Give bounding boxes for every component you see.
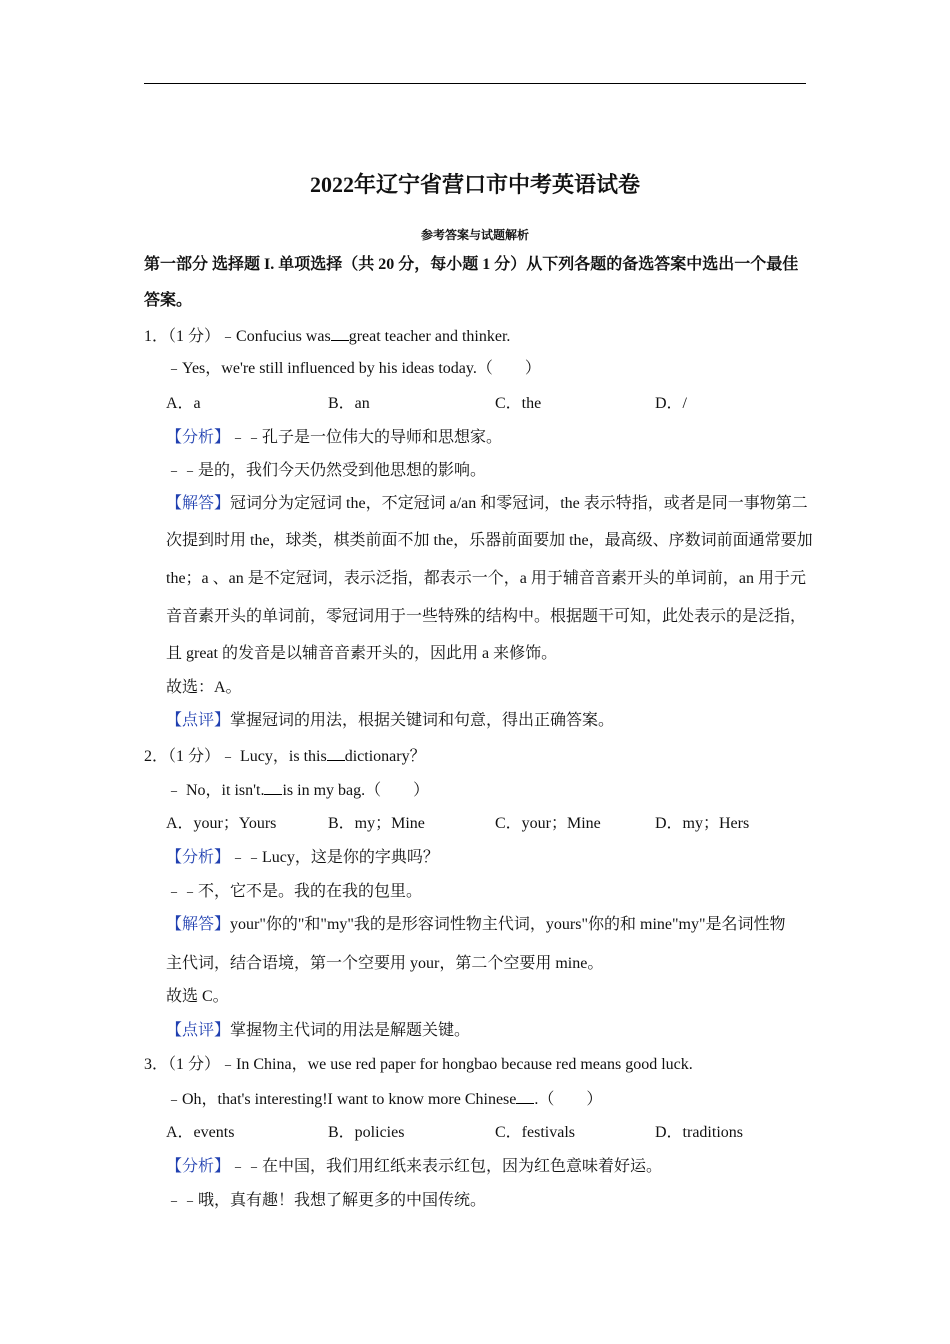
page-title: 2022年辽宁省营口市中考英语试卷: [309, 172, 640, 197]
q1-stem2: ﹣Yes，we're still influenced by his ideas today.（ ）: [166, 360, 541, 377]
q1-number: 1．: [144, 328, 169, 345]
q2-blank2: [264, 780, 282, 795]
q3-number: 3．: [144, 1056, 169, 1073]
q3-analysis-text: ﹣﹣在中国，我们用红纸来表示红包，因为红色意味着好运。: [230, 1158, 663, 1175]
analysis-label: 【分析】: [166, 849, 231, 866]
q1-stem: [144, 326, 510, 347]
q3-blank: [516, 1089, 534, 1104]
q2-option-b: B．my；Mine: [328, 815, 425, 832]
q2-option-a: A．your；Yours: [166, 815, 277, 832]
section-heading: 第一部分 选择题 I. 单项选择（共 20 分，每小题 1 分）从下列各题的备选答案中选出一个最佳: [144, 256, 799, 273]
q2-analysis-text: ﹣﹣Lucy，这是你的字典吗？: [230, 849, 439, 866]
q3-score: （1 分）: [168, 1056, 221, 1073]
q2-option-d: D．my；Hers: [655, 815, 750, 832]
q2-answer-line1: your"你的"和"my"我的是形容词性物主代词，yours"你的和 mine"my"是名词性物: [230, 916, 786, 933]
q1-answer-line4: 音音素开头的单词前，零冠词用于一些特殊的结构中。根据题干可知，此处表示的是泛指，: [166, 608, 807, 625]
q3-stem2-part1: ﹣Oh，that's interesting!I want to know more Chinese: [166, 1091, 517, 1108]
q2-stem2-part1: ﹣ No，it isn't.: [166, 782, 265, 799]
q3-stem2-part2: .（ ）: [534, 1091, 603, 1108]
q1-answer-line1: 冠词分为定冠词 the，不定冠词 a/an 和零冠词，the 表示特指，或者是同一事物第二: [230, 495, 808, 512]
q2-score: （1 分）: [168, 748, 221, 765]
q2-stem2: [166, 780, 429, 801]
answer-label: 【解答】: [166, 916, 231, 933]
q1-choose: 故选：A。: [166, 679, 242, 696]
q3-option-c: C．festivals: [495, 1124, 575, 1141]
q3-option-a: A．events: [166, 1124, 235, 1141]
q1-option-d: D．/: [655, 395, 688, 412]
comment-label: 【点评】: [166, 712, 231, 729]
q1-score: （1 分）: [168, 328, 221, 345]
q1-stem-part2: great teacher and thinker.: [348, 328, 511, 345]
q1-option-c: C．the: [495, 395, 542, 412]
q2-answer: [166, 915, 786, 935]
q2-stem-part1: ﹣ Lucy，is this: [220, 748, 327, 765]
analysis-label: 【分析】: [166, 1158, 231, 1175]
q2-comment: [166, 1021, 470, 1041]
q3-stem2: [166, 1089, 602, 1110]
q1-analysis: [166, 428, 502, 448]
section-heading-cont: 答案。: [144, 292, 193, 309]
q1-option-b: B．an: [328, 395, 370, 412]
q3-analysis: [166, 1157, 662, 1177]
q1-comment: [166, 711, 614, 731]
q2-analysis: [166, 848, 439, 868]
q1-answer-line2: 次提到时用 the，球类，棋类前面不加 the，乐器前面要加 the，最高级、序数词前面通常要加: [166, 532, 813, 549]
q1-analysis-line2: ﹣﹣是的，我们今天仍然受到他思想的影响。: [166, 462, 487, 479]
q2-blank1: [327, 746, 345, 761]
q1-answer-line3: the；a 、an 是不定冠词，表示泛指，都表示一个，a 用于辅音音素开头的单词前，an 用于元: [166, 570, 806, 587]
page-subtitle: 参考答案与试题解析: [420, 228, 529, 242]
header-rule: [144, 83, 806, 84]
q2-stem-part2: dictionary？: [344, 748, 426, 765]
q1-option-a: A．a: [166, 395, 201, 412]
q2-answer-line2: 主代词，结合语境，第一个空要用 your，第二个空要用 mine。: [166, 955, 604, 972]
q3-stem: [144, 1055, 693, 1075]
q2-choose: 故选 C。: [166, 988, 229, 1005]
q2-analysis-line2: ﹣﹣不，它不是。我的在我的包里。: [166, 883, 423, 900]
q1-stem-part1: ﹣Confucius was: [220, 328, 331, 345]
q1-analysis-text: ﹣﹣孔子是一位伟大的导师和思想家。: [230, 429, 503, 446]
q2-comment-text: 掌握物主代词的用法是解题关键。: [230, 1022, 471, 1039]
q3-option-d: D．traditions: [655, 1124, 743, 1141]
q3-stem-text: ﹣In China，we use red paper for hongbao because red means good luck.: [220, 1056, 693, 1073]
q1-answer: [166, 494, 808, 514]
q1-answer-line5: 且 great 的发音是以辅音音素开头的，因此用 a 来修饰。: [166, 645, 558, 662]
q3-analysis-line2: ﹣﹣哦，真有趣！我想了解更多的中国传统。: [166, 1192, 487, 1209]
q1-comment-text: 掌握冠词的用法，根据关键词和句意，得出正确答案。: [230, 712, 615, 729]
q2-stem: [144, 746, 426, 767]
q2-stem2-part2: is in my bag.（ ）: [282, 782, 430, 799]
q1-blank: [331, 326, 349, 341]
q2-option-c: C．your；Mine: [495, 815, 601, 832]
analysis-label: 【分析】: [166, 429, 231, 446]
comment-label: 【点评】: [166, 1022, 231, 1039]
answer-label: 【解答】: [166, 495, 231, 512]
q3-option-b: B．policies: [328, 1124, 405, 1141]
q2-number: 2．: [144, 748, 169, 765]
